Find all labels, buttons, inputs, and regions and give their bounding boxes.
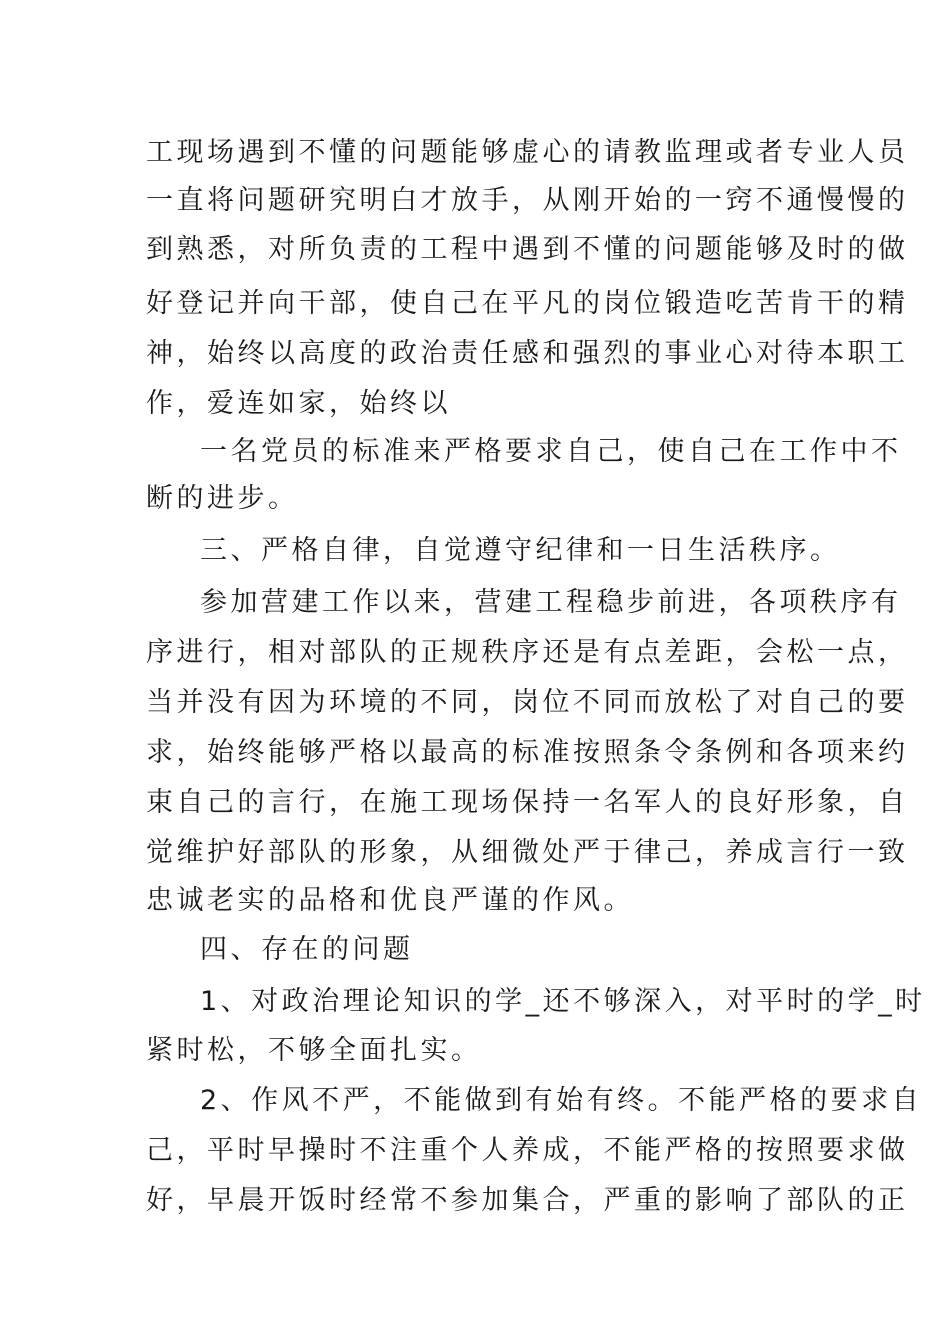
text-line: 一直将问题研究明白才放手，从刚开始的一窍不通慢慢的 bbox=[146, 185, 909, 216]
text-line: 己，平时早操时不注重个人养成，不能严格的按照要求做 bbox=[146, 1135, 909, 1166]
section-heading: 四、存在的问题 bbox=[200, 934, 414, 965]
text-line: 束自己的言行，在施工现场保持一名军人的良好形象，自 bbox=[146, 787, 909, 818]
text-line: 紧时松，不够全面扎实。 bbox=[146, 1035, 482, 1066]
text-line: 好登记并向干部，使自己在平凡的岗位锻造吃苦肯干的精 bbox=[146, 288, 909, 319]
text-line: 到熟悉，对所负责的工程中遇到不懂的问题能够及时的做 bbox=[146, 234, 909, 265]
text-line: 工现场遇到不懂的问题能够虚心的请教监理或者专业人员 bbox=[146, 137, 909, 168]
text-line: 序进行，相对部队的正规秩序还是有点差距，会松一点， bbox=[146, 637, 909, 668]
text-line: 一名党员的标准来严格要求自己，使自己在工作中不 bbox=[200, 436, 902, 467]
text-line: 1、对政治理论知识的学_还不够深入，对平时的学_时 bbox=[200, 986, 926, 1017]
text-line: 参加营建工作以来，营建工程稳步前进，各项秩序有 bbox=[200, 587, 902, 618]
text-line: 作，爱连如家，始终以 bbox=[146, 388, 451, 419]
section-heading: 三、严格自律，自觉遵守纪律和一日生活秩序。 bbox=[200, 535, 841, 566]
text-line: 2、作风不严，不能做到有始有终。不能严格的要求自 bbox=[200, 1085, 923, 1116]
text-line: 觉维护好部队的形象，从细微处严于律己，养成言行一致 bbox=[146, 837, 909, 868]
text-line: 求，始终能够严格以最高的标准按照条令条例和各项来约 bbox=[146, 737, 909, 768]
text-line: 神，始终以高度的政治责任感和强烈的事业心对待本职工 bbox=[146, 338, 909, 369]
text-line: 忠诚老实的品格和优良严谨的作风。 bbox=[146, 885, 634, 916]
text-line: 好，早晨开饭时经常不参加集合，严重的影响了部队的正 bbox=[146, 1185, 909, 1216]
text-line: 断的进步。 bbox=[146, 483, 299, 514]
text-line: 当并没有因为环境的不同，岗位不同而放松了对自己的要 bbox=[146, 687, 909, 718]
